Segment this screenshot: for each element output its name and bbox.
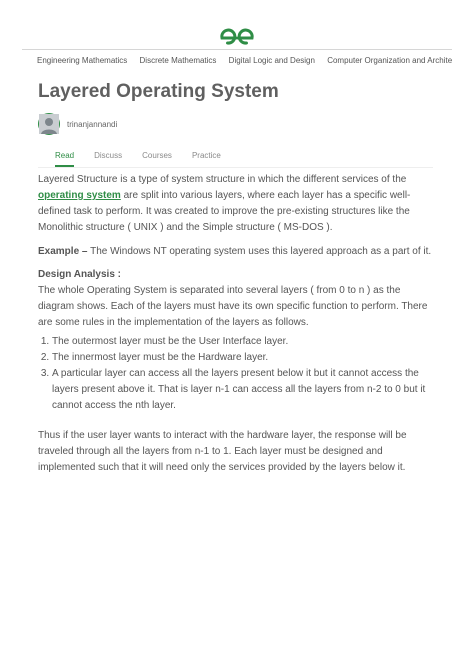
list-item: 1. The outermost layer must be the User Interface layer. bbox=[52, 334, 438, 350]
list-item: 2. The innermost layer must be the Hardware layer. bbox=[52, 350, 438, 366]
article-tabs bbox=[55, 150, 241, 168]
topnav-item-engineering-mathematics[interactable]: Engineering Mathematics bbox=[37, 56, 128, 65]
tabs-divider bbox=[38, 167, 433, 168]
page-title: Layered Operating System bbox=[38, 81, 279, 102]
intro-text-end: are split into various layers, where each layer has a specific well-defined task to perform. It was created to improve the pre-existing structures like the Monolithic structure ( UNIX ) and the Simple structure ( MS-DOS ). bbox=[38, 190, 411, 233]
list-item: 3. A particular layer can access all the layers present below it but it cannot access the layers present above it. That is layer n-1 can access all the layers from n-2 to 0 but it cannot access the nth layer. bbox=[52, 366, 438, 414]
topnav-item-computer-organization[interactable]: Computer Organization and Archite bbox=[327, 56, 453, 65]
design-analysis-heading: Design Analysis : bbox=[38, 269, 121, 280]
user-avatar-icon bbox=[39, 114, 59, 134]
topic-navigation bbox=[37, 55, 453, 67]
intro-text-start: Layered Structure is a type of system structure in which the different services of the bbox=[38, 174, 407, 185]
example-paragraph bbox=[38, 244, 438, 260]
author-avatar[interactable] bbox=[38, 113, 60, 135]
layer-rules-list bbox=[38, 334, 438, 414]
tab-discuss[interactable]: Discuss bbox=[94, 151, 123, 160]
topnav-item-discrete-mathematics[interactable]: Discrete Mathematics bbox=[139, 56, 217, 65]
header-divider bbox=[22, 49, 452, 50]
author-name[interactable]: trinanjannandi bbox=[67, 120, 118, 129]
intro-paragraph bbox=[38, 172, 438, 236]
example-label: Example – bbox=[38, 246, 88, 257]
tab-read[interactable]: Read bbox=[55, 150, 74, 168]
example-text: The Windows NT operating system uses this layered approach as a part of it. bbox=[87, 246, 432, 257]
geeksforgeeks-logo-icon bbox=[219, 29, 255, 47]
design-analysis-paragraph: The whole Operating System is separated into several layers ( from 0 to n ) as the diagram shows. Each of the layers must have its own specific function to perform. There are some rules in the implementation of the layers as follows. bbox=[38, 285, 428, 328]
topnav-item-digital-logic-and-design[interactable]: Digital Logic and Design bbox=[228, 56, 315, 65]
tab-practice[interactable]: Practice bbox=[191, 151, 221, 160]
tab-courses[interactable]: Courses bbox=[142, 151, 172, 160]
article-body bbox=[38, 172, 438, 476]
site-logo[interactable] bbox=[0, 27, 474, 49]
closing-paragraph: Thus if the user layer wants to interact with the hardware layer, the response will be traveled through all the layers from n-1 to 1. Each layer must be designed and implemented such that it will need only the services provided by the layers below it. bbox=[38, 430, 407, 473]
operating-system-link[interactable]: operating system bbox=[38, 190, 121, 201]
